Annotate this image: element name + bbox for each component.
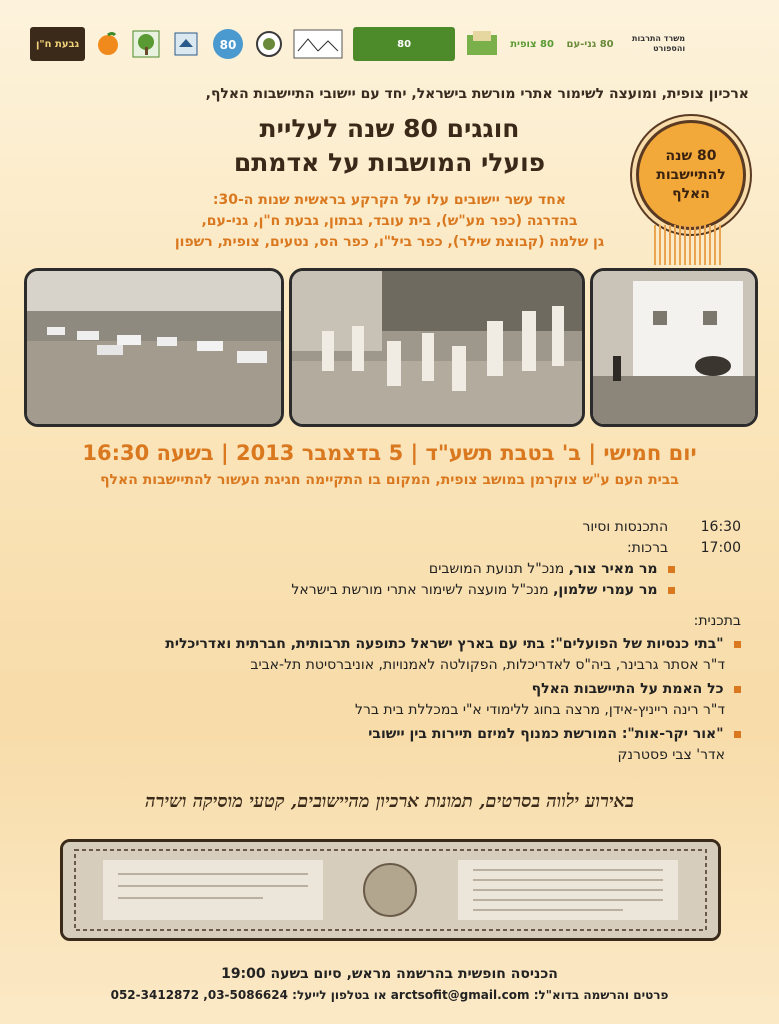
schedule-time: 16:30 bbox=[700, 519, 741, 535]
subtitle-line3: גן שלמה (קבוצת שילר), כפר ביל"ו, כפר הס, נטעים, צופית, רשפון bbox=[174, 234, 605, 250]
logo-tzofit: 80 צופית bbox=[510, 38, 554, 50]
bullet-icon bbox=[668, 587, 675, 594]
program-speaker: ד"ר אסתר גרבינר, ביה"ס לאדריכלות, הפקולטה לאמנויות, אוניברסיטת תל-אביב bbox=[250, 657, 725, 673]
page-title-line2: פועלי המושבות על אדמתם bbox=[233, 148, 546, 177]
program-item-title bbox=[165, 636, 741, 652]
bullet-icon bbox=[734, 641, 741, 648]
page-title-line1: חוגגים 80 שנה לעליית bbox=[259, 114, 520, 143]
bullet-icon bbox=[668, 566, 675, 573]
greeting-name: מר עמרי שלמון, bbox=[553, 582, 658, 598]
logo-orange-icon bbox=[95, 27, 121, 61]
schedule-item bbox=[627, 540, 741, 556]
archive-certificate-image bbox=[60, 839, 721, 941]
greeting-role: מנכ"ל מועצה לשימור אתרי מורשת בישראל bbox=[291, 582, 549, 598]
logo-ganei-am: 80 גני-עם bbox=[566, 38, 614, 50]
logo-80-circle-icon bbox=[211, 27, 245, 61]
logo-strip bbox=[30, 22, 755, 66]
photo-settlement-landscape bbox=[24, 268, 284, 427]
program-item-title bbox=[532, 681, 741, 697]
footer-entry-line: הכניסה חופשית בהרשמה מראש, סיום בשעה 19:00 bbox=[221, 966, 558, 982]
photo-dancing-crowd bbox=[289, 268, 585, 427]
greeting-item bbox=[291, 582, 675, 598]
program-heading: בתכנית: bbox=[693, 613, 741, 629]
svg-text:80: 80 bbox=[219, 38, 237, 52]
logo-house-icon bbox=[171, 27, 201, 61]
organizers-line: ארכיון צופית, ומועצה לשימור אתרי מורשת בישראל, יחד עם יישובי התיישבות האלף, bbox=[205, 86, 749, 102]
schedule-time: 17:00 bbox=[700, 540, 741, 556]
logo-gavtun bbox=[293, 27, 343, 61]
schedule-label: ברכות: bbox=[626, 540, 669, 556]
logo-givat-hen: גבעת ח"ן bbox=[30, 27, 85, 61]
bullet-icon bbox=[734, 731, 741, 738]
logo-80-banner: 80 bbox=[353, 27, 455, 61]
greeting-role: מנכ"ל תנועת המושבים bbox=[428, 561, 565, 577]
event-extras-line: באירוע ילווה בסרטים, תמונות ארכיון מהיישובים, קטעי מוסיקה ושירה bbox=[145, 791, 634, 812]
program-title: "אור יקר-אות": המורשת כמנוף למיזם תיירות בין יישובי bbox=[368, 726, 724, 742]
program-speaker: ד"ר רינה רייניץ-אידן, מרצה בחוג ללימודי א"י במכללת בית ברל bbox=[355, 702, 725, 718]
bullet-icon bbox=[734, 686, 741, 693]
footer-contact-line: פרטים והרשמה בדוא"ל: arctsofit@gmail.com או בטלפון לייעל: 03-5086624, 052-3412872 bbox=[110, 988, 669, 1002]
logo-ministry: משרד התרבות והספורט bbox=[632, 34, 686, 53]
badge-line1: 80 שנה bbox=[665, 147, 717, 164]
badge-rays bbox=[654, 225, 724, 265]
program-title: כל האמת על התיישבות האלף bbox=[531, 681, 724, 697]
photo-building-plough bbox=[590, 268, 758, 427]
schedule-label: התכנסות וסיור bbox=[582, 519, 669, 535]
event-venue-line: בבית העם ע"ש צוקרמן במושב צופית, המקום בו התקיימה חגיגת העשור להתיישבות האלף bbox=[100, 472, 679, 488]
greeting-item bbox=[429, 561, 675, 577]
anniversary-badge bbox=[636, 120, 746, 230]
badge-line2: להתיישבות bbox=[656, 166, 726, 183]
subtitle-line1: אחד עשר יישובים עלו על הקרקע בראשית שנות ה-30: bbox=[212, 192, 567, 208]
schedule-item bbox=[582, 519, 741, 535]
subtitle-line2: בהדרגה (כפר מע"ש), בית עובד, גבתון, גבעת ח"ן, גני-עם, bbox=[201, 213, 578, 229]
logo-round-seal-icon bbox=[255, 27, 283, 61]
badge-line3: האלף bbox=[672, 185, 710, 202]
event-date-line: יום חמישי | ב' בטבת תשע"ד | 5 בדצמבר 2013 | בשעה 16:30 bbox=[82, 441, 697, 465]
logo-green-icon bbox=[465, 27, 499, 61]
program-speaker: אדר' צבי פסטרנק bbox=[617, 747, 725, 763]
program-item-title bbox=[368, 726, 741, 742]
greeting-name: מר מאיר צור, bbox=[568, 561, 658, 577]
program-title: "בתי כנסיות של הפועלים": בתי עם בארץ ישראל כתופעה תרבותית, חברתית ואדריכלית bbox=[165, 636, 724, 652]
logo-tree-icon bbox=[131, 27, 161, 61]
